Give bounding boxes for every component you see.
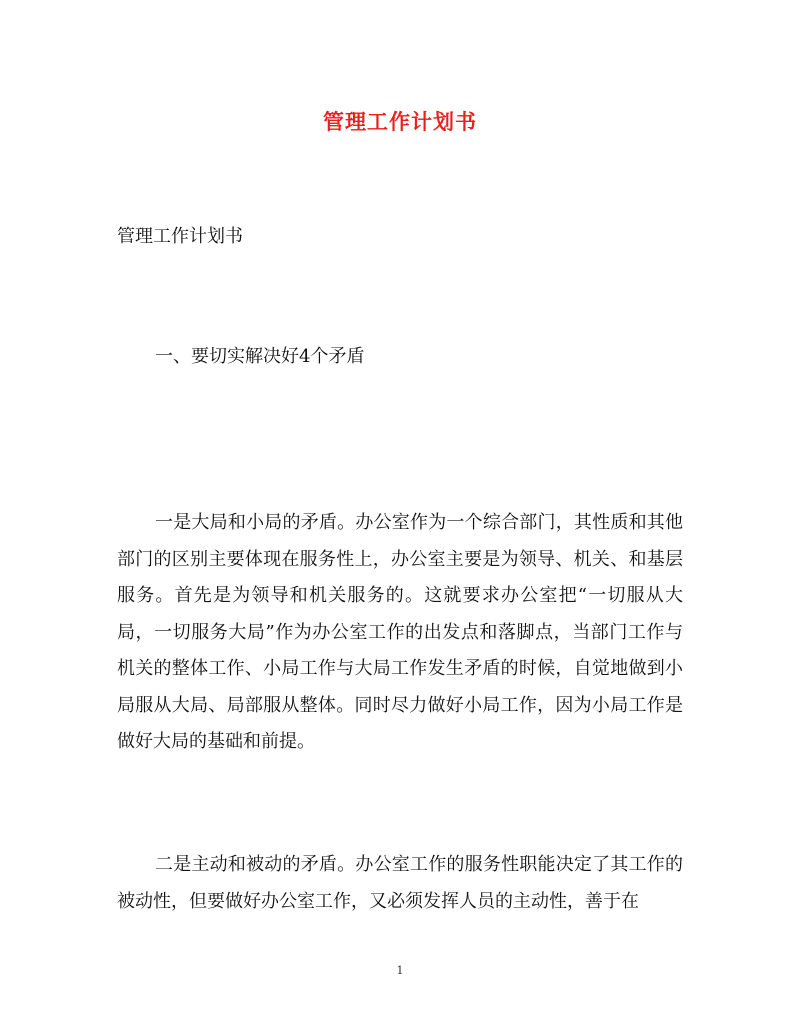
page-number: 1 [396, 964, 404, 977]
paragraph-2: 二是主动和被动的矛盾。办公室工作的服务性职能决定了其工作的被动性，但要做好办公室工作，又必须发挥人员的主动性，善于在 [117, 854, 683, 912]
section-heading: 一、要切实解决好4个矛盾 [155, 346, 365, 367]
paragraph-1: 一是大局和小局的矛盾。办公室作为一个综合部门，其性质和其他部门的区别主要体现在服务性上，办公室主要是为领导、机关、和基层服务。首先是为领导和机关服务的。这就要求办公室把“一切服从大局，一切服务大局”作为办公室工作的出发点和落脚点，当部门工作与机关的整体工作、小局工作与大局工作发生矛盾的时候，自觉地做到小局服从大局、局部服从整体。同时尽力做好小局工作，因为小局工作是做好大局的基础和前提。 [117, 512, 683, 752]
document-subtitle: 管理工作计划书 [117, 226, 243, 247]
document-title: 管理工作计划书 [323, 109, 477, 134]
